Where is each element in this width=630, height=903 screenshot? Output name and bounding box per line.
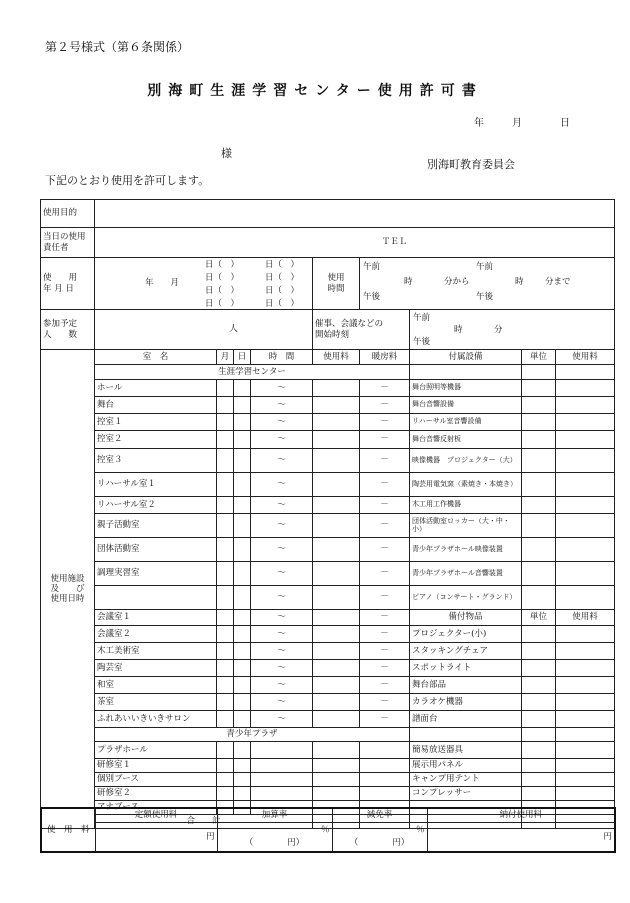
reduction-field[interactable] [332, 822, 427, 852]
item-name: 譜面台 [410, 711, 522, 728]
room-row[interactable] [41, 562, 615, 586]
event-start-field[interactable] [410, 310, 615, 350]
equipment-name: 舞台音響設備 [410, 397, 522, 414]
room-name: 調理実習室 [95, 562, 217, 586]
surcharge-yen: （ 円） [244, 837, 305, 848]
tilde: ～ [251, 473, 313, 497]
room-name: 陶芸室 [95, 660, 217, 677]
equipment-name: ピアノ（コンサート・グランド） [410, 586, 522, 610]
items-unit-header: 単位 [522, 610, 556, 626]
dash: － [360, 586, 410, 610]
pm-label: 午後 [363, 292, 381, 302]
reduction-yen: （ 円） [349, 837, 410, 848]
item-name: スタッキングチェア [410, 643, 522, 660]
day-slot: 日（ ） [205, 286, 240, 296]
dash: － [360, 380, 410, 397]
dash: － [360, 562, 410, 586]
room-name: リハーサル室２ [95, 497, 217, 514]
event-hour-label: 時 [454, 325, 463, 335]
reduction-header: 減免率 [332, 808, 427, 822]
room-name: 研修室２ [95, 787, 217, 801]
room-name: 会議室１ [95, 610, 217, 626]
item-name: 展示用パネル [410, 759, 522, 773]
room-row[interactable] [41, 677, 615, 694]
room-name: 茶室 [95, 694, 217, 711]
use-year-month: 年 月 [145, 278, 180, 288]
tilde: ～ [251, 626, 313, 643]
yen-unit: 円 [205, 831, 215, 842]
equipment-name: 陶芸用電気窯（素焼き・本焼き） [410, 473, 522, 497]
item-name: スポットライト [410, 660, 522, 677]
hour-label-2: 時 [515, 277, 524, 287]
responsible-label: 当日の使用責任者 [41, 228, 95, 258]
room-name: 控室１ [95, 414, 217, 431]
tilde: ～ [251, 677, 313, 694]
payable-field[interactable] [427, 822, 615, 852]
equipment-name: 青少年プラザホール音響装置 [410, 562, 522, 586]
tilde: ～ [251, 586, 313, 610]
am-label-2: 午前 [476, 262, 494, 272]
dash: － [360, 473, 410, 497]
equipment-name: 舞台照明等機器 [410, 380, 522, 397]
day-slot: 日（ ） [265, 286, 300, 296]
yen-unit: 円 [603, 831, 612, 842]
section-plaza-row [41, 728, 615, 742]
col-day: 日 [234, 350, 251, 365]
use-date-row [41, 258, 615, 310]
use-time-label: 使用 時間 [313, 258, 360, 310]
room-row[interactable] [41, 711, 615, 728]
room-row[interactable] [41, 449, 615, 473]
facilities-label: 使用施設 及 び 使用日時 [41, 350, 95, 829]
tilde: ～ [251, 562, 313, 586]
dash: － [360, 660, 410, 677]
tilde: ～ [251, 538, 313, 562]
responsible-row [41, 228, 615, 258]
people-unit: 人 [229, 324, 238, 335]
room-name: ふれあいいきいきサロン [95, 711, 217, 728]
permit-form-table [40, 199, 615, 829]
item-name: 簡易放送器具 [410, 742, 522, 759]
event-am-label: 午前 [413, 313, 431, 323]
tilde: ～ [251, 694, 313, 711]
day-slot: 日（ ） [265, 299, 300, 309]
equipment-name: 団体活動室ロッカー（大・中・小） [410, 514, 522, 538]
addressee-suffix: 様 [221, 147, 232, 160]
day-slot: 日（ ） [205, 299, 240, 309]
dash: － [360, 711, 410, 728]
equipment-cell [410, 365, 522, 380]
total-label: 合 計 [95, 815, 313, 829]
day-slot: 日（ ） [265, 273, 300, 283]
room-name: 個別ブース [95, 773, 217, 787]
item-name: 舞台部品 [410, 677, 522, 694]
dash: － [360, 677, 410, 694]
tilde: ～ [251, 431, 313, 449]
equipment-name: リハーサル室音響設備 [410, 414, 522, 431]
room-name [95, 586, 217, 610]
tilde: ～ [251, 380, 313, 397]
fee-table [40, 807, 616, 853]
fixed-fee-field[interactable] [95, 822, 217, 852]
am-label: 午前 [363, 262, 381, 272]
room-name: ホール [95, 380, 217, 397]
col-fee: 使用料 [313, 350, 360, 365]
items-fee-header: 使用料 [556, 610, 615, 626]
fee-label: 使 用 料 [41, 808, 95, 852]
purpose-label: 使用目的 [41, 200, 95, 228]
equipment-name: 舞台音響反射板 [410, 431, 522, 449]
room-row[interactable] [41, 380, 615, 397]
section-center: 生涯学習センター [95, 365, 410, 380]
room-row[interactable] [41, 431, 615, 449]
dash: － [360, 610, 410, 626]
room-row[interactable] [41, 538, 615, 562]
room-row[interactable] [41, 626, 615, 643]
dash: － [360, 414, 410, 431]
lead-text: 下記のとおり使用を許可します。 [45, 174, 210, 187]
issue-date-month: 月 [512, 118, 522, 129]
room-name: 控室３ [95, 449, 217, 473]
room-name: 会議室２ [95, 626, 217, 643]
day-slot: 日（ ） [205, 273, 240, 283]
item-name: プロジェクター(小) [410, 626, 522, 643]
dash: － [360, 449, 410, 473]
col-equipment: 付属設備 [410, 350, 522, 365]
room-name: リハーサル室１ [95, 473, 217, 497]
participants-row [41, 310, 615, 350]
room-name: 親子活動室 [95, 514, 217, 538]
room-row[interactable] [41, 414, 615, 431]
event-start-label: 催事、会議などの 開始時刻 [313, 310, 410, 350]
event-pm-label: 午後 [413, 337, 431, 347]
event-minute-label: 分 [494, 325, 503, 335]
col-room: 室 名 [95, 350, 217, 365]
payable-header: 納付使用料 [427, 808, 615, 822]
dash: － [360, 514, 410, 538]
percent-unit: ％ [320, 824, 330, 835]
item-name: キャンプ用テント [410, 773, 522, 787]
tilde: ～ [251, 449, 313, 473]
purpose-row [41, 200, 615, 228]
item-name: カラオケ機器 [410, 694, 522, 711]
tilde: ～ [251, 397, 313, 414]
room-name: 団体活動室 [95, 538, 217, 562]
issuer-name: 別海町教育委員会 [427, 158, 515, 171]
use-time-field[interactable] [360, 258, 615, 310]
tilde: ～ [251, 514, 313, 538]
col-equip-fee: 使用料 [556, 350, 615, 365]
dash: － [360, 431, 410, 449]
room-row[interactable] [41, 586, 615, 610]
room-name: アナブース [95, 801, 217, 815]
surcharge-header: 加算率 [217, 808, 332, 822]
section-plaza: 青少年プラザ [95, 728, 410, 742]
day-slot: 日（ ） [205, 260, 240, 270]
use-date-field[interactable] [95, 258, 313, 310]
room-row[interactable] [41, 660, 615, 677]
surcharge-field[interactable] [217, 822, 332, 852]
room-name: 舞台 [95, 397, 217, 414]
plaza-room-row[interactable] [41, 759, 615, 773]
document-title: 別海町生涯学習センター使用許可書 [147, 83, 483, 99]
dash: － [360, 538, 410, 562]
purpose-field[interactable] [95, 200, 615, 228]
col-time: 時 間 [251, 350, 313, 365]
room-row[interactable] [41, 397, 615, 414]
dash: － [360, 643, 410, 660]
dash: － [360, 497, 410, 514]
form-number-label: 第２号様式（第６条関係） [45, 40, 190, 54]
plaza-room-row[interactable] [41, 787, 615, 801]
room-name: 控室２ [95, 431, 217, 449]
section-center-row [41, 365, 615, 380]
item-name: コンプレッサー [410, 787, 522, 801]
room-name: 和室 [95, 677, 217, 694]
dash: － [360, 626, 410, 643]
plaza-room-row[interactable] [41, 773, 615, 787]
equipment-name: 青少年プラザホール映像装置 [410, 538, 522, 562]
equipment-name: 木工用工作機器 [410, 497, 522, 514]
participants-label: 参加予定 人 数 [41, 310, 95, 350]
issue-date-day: 日 [560, 118, 570, 129]
dash: － [360, 694, 410, 711]
tel-label: ＴＥＬ [381, 237, 408, 248]
col-unit: 単位 [522, 350, 556, 365]
room-row[interactable] [41, 610, 615, 626]
room-row[interactable] [41, 694, 615, 711]
to-minute-label: 分まで [545, 277, 571, 287]
room-name: 木工美術室 [95, 643, 217, 660]
fixed-fee-header: 定額使用料 [95, 808, 217, 822]
tilde: ～ [251, 497, 313, 514]
use-date-label: 使 用 年 月 日 [41, 258, 95, 310]
room-row[interactable] [41, 497, 615, 514]
percent-unit: ％ [415, 824, 425, 835]
tilde: ～ [251, 643, 313, 660]
col-month: 月 [217, 350, 234, 365]
col-heating: 暖房料 [360, 350, 410, 365]
plaza-room-row[interactable] [41, 742, 615, 759]
room-row[interactable] [41, 473, 615, 497]
tilde: ～ [251, 711, 313, 728]
dash: － [360, 397, 410, 414]
room-row[interactable] [41, 643, 615, 660]
room-name: 研修室１ [95, 759, 217, 773]
equipment-name: 映像機器 プロジェクター（大） [410, 449, 522, 473]
room-row[interactable] [41, 514, 615, 538]
participants-field[interactable] [95, 310, 313, 350]
from-minute-label: 分から [444, 277, 470, 287]
issue-date-year: 年 [474, 118, 484, 129]
tilde: ～ [251, 660, 313, 677]
responsible-field[interactable] [95, 228, 615, 258]
items-header: 備付物品 [410, 610, 522, 626]
tilde: ～ [251, 610, 313, 626]
room-name: プラザホール [95, 742, 217, 759]
hour-label: 時 [404, 277, 413, 287]
tilde: ～ [251, 414, 313, 431]
facility-header-row [41, 350, 615, 365]
pm-label-2: 午後 [476, 292, 494, 302]
day-slot: 日（ ） [265, 260, 300, 270]
